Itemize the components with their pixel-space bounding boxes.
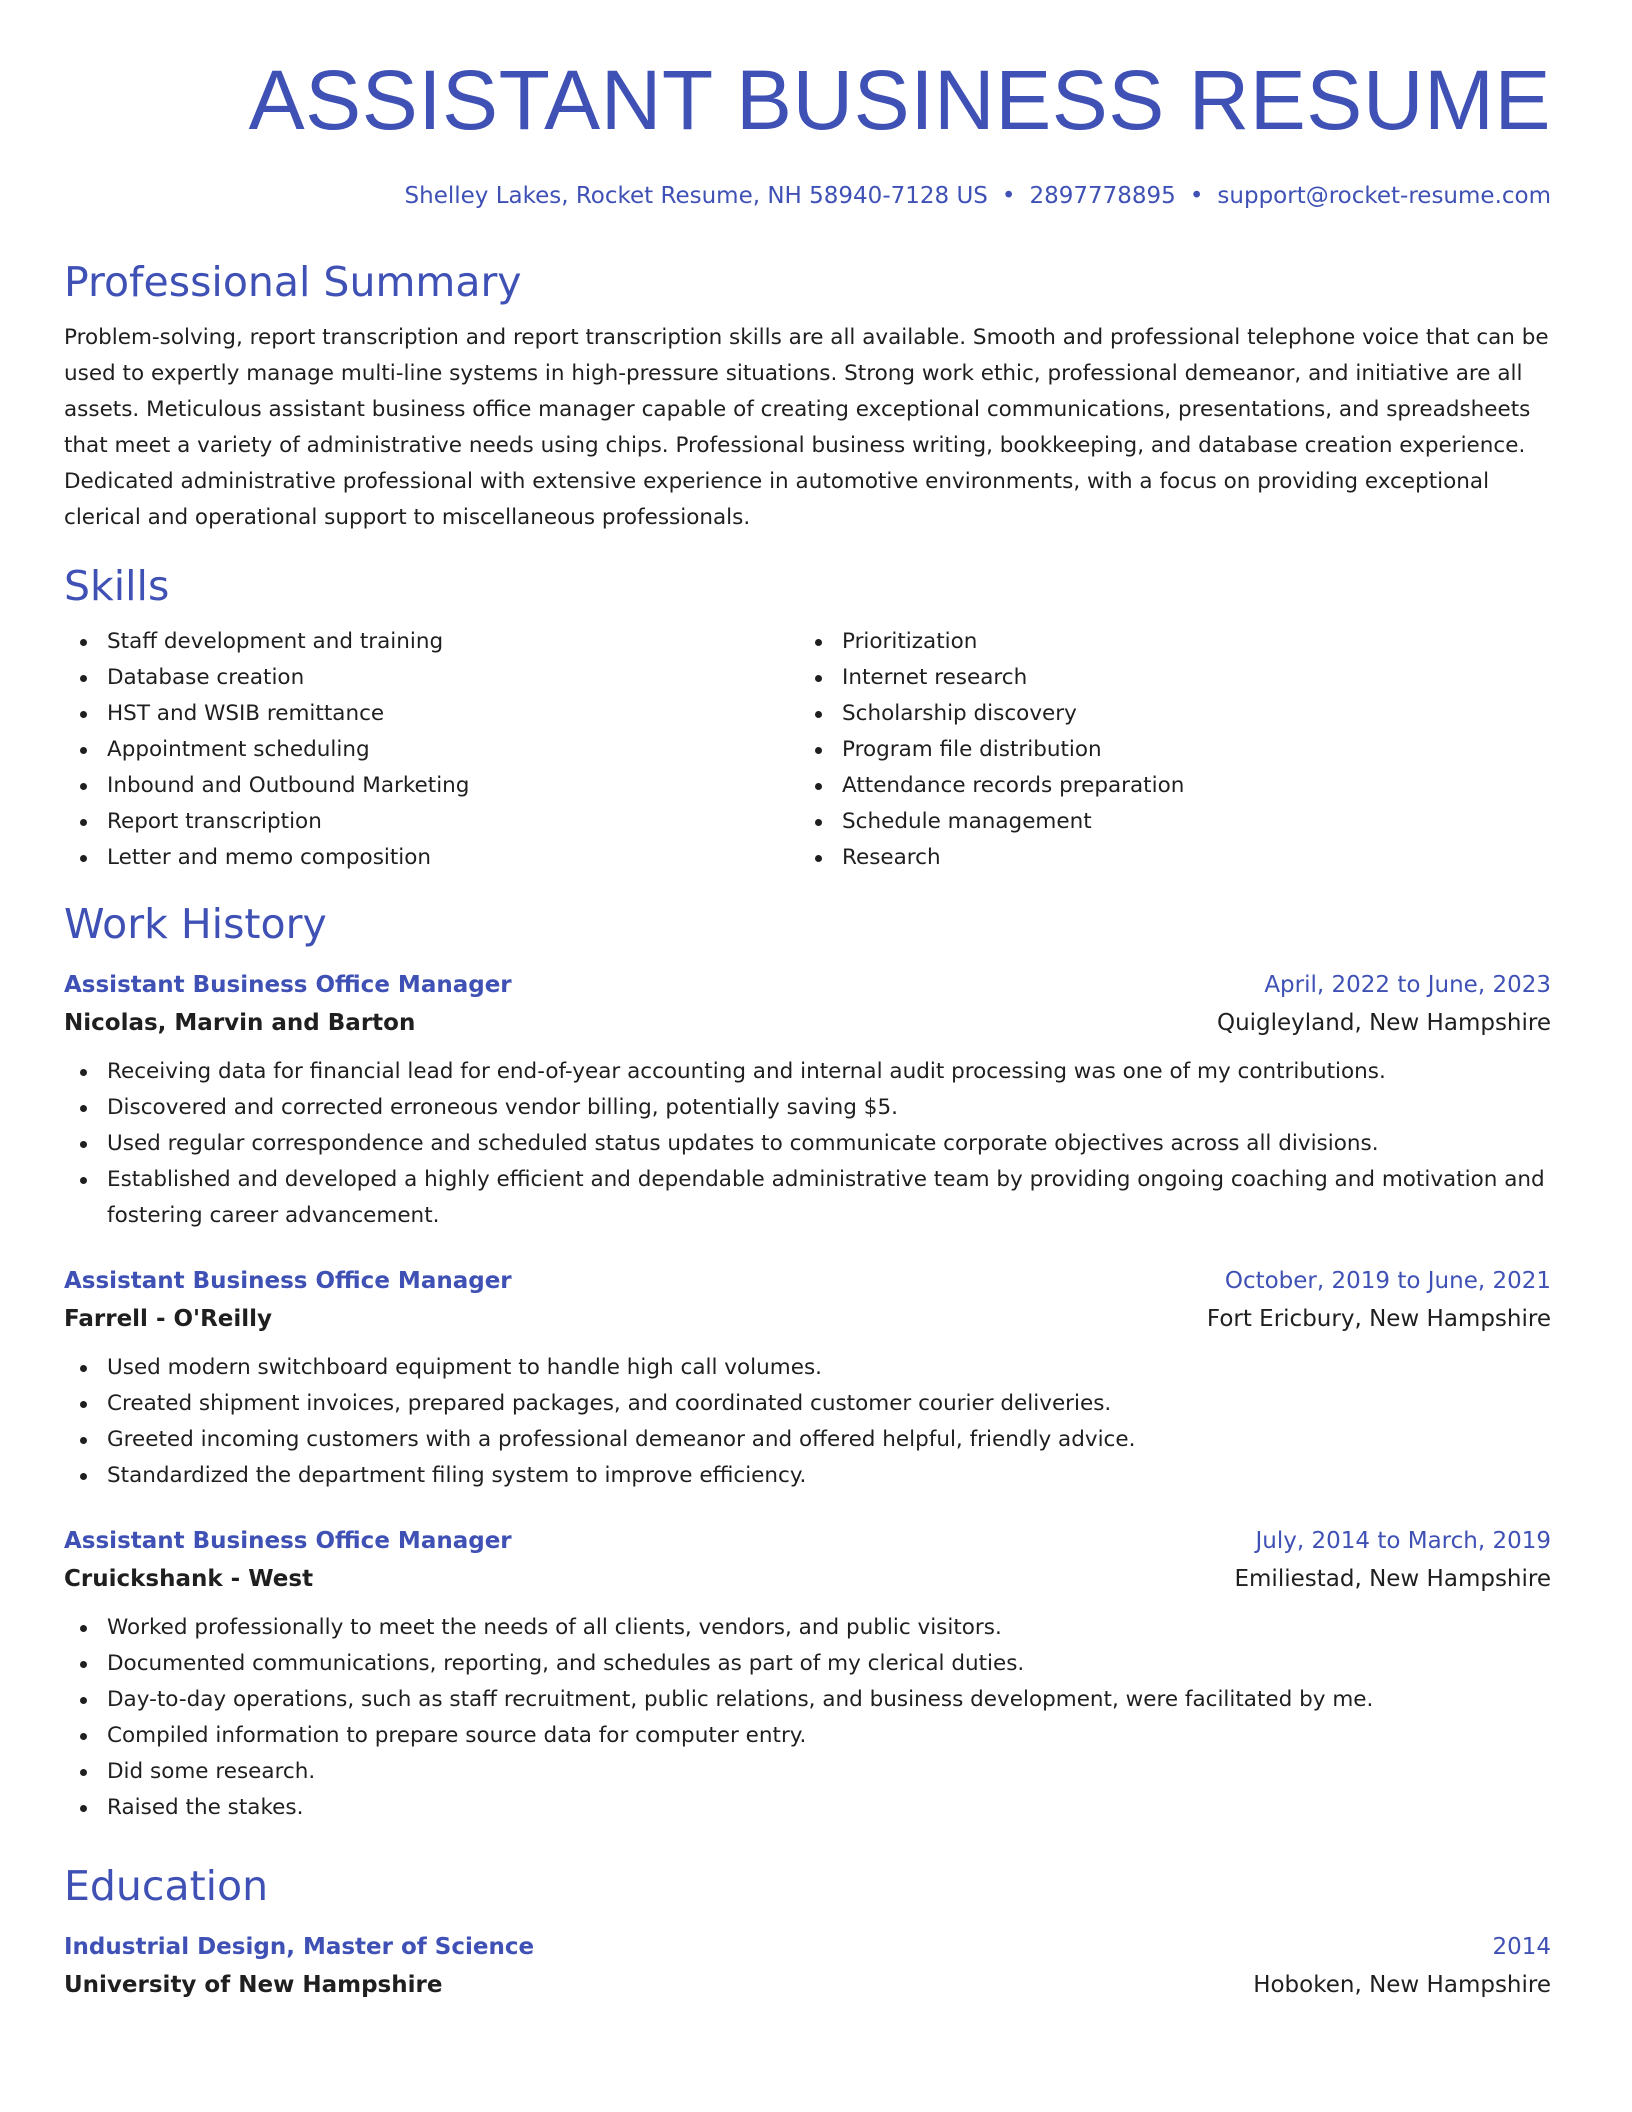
skill-item: Scholarship discovery [799,696,1534,732]
skills-column-left [64,624,799,876]
resume-page [64,0,1551,2004]
job-bullet: Receiving data for financial lead for end-of-year accounting and internal audit processing was one of my contributions. [64,1054,1551,1090]
contact-email: support@rocket-resume.com [1217,183,1551,209]
skills-list [64,624,1551,876]
job-entry [64,966,1551,1234]
education-degree: Industrial Design, Master of Science [64,1934,535,1960]
job-bullet: Worked professionally to meet the needs of all clients, vendors, and public visitors. [64,1610,1551,1646]
resume-header [64,0,1551,212]
job-bullet: Day-to-day operations, such as staff recruitment, public relations, and business development, were facilitated by me. [64,1682,1551,1718]
job-bullet: Established and developed a highly efficient and dependable administrative team by providing ongoing coaching and motivation and fostering career advancement. [64,1162,1551,1234]
job-bullet: Discovered and corrected erroneous vendor billing, potentially saving $5. [64,1090,1551,1126]
job-role: Assistant Business Office Manager [64,972,512,998]
job-dates: April, 2022 to June, 2023 [1264,972,1551,998]
job-employer: Nicolas, Marvin and Barton [64,1010,416,1036]
summary-text: Problem-solving, report transcription and report transcription skills are all available. Smooth and professional telephone voice that can be used to expertly manage multi-line systems in high-pressure situations. Strong work ethic, professional demeanor, and initiative are all assets. Meticulous assistant business office manager capable of creating exceptional communications, presentations, and spreadsheets that meet a variety of administrative needs using chips. Professional business writing, bookkeeping, and database creation experience. Dedicated administrative professional with extensive experience in automotive environments, with a focus on providing exceptional clerical and operational support to miscellaneous professionals. [64,325,1549,530]
job-bullet: Standardized the department filing system to improve efficiency. [64,1458,1551,1494]
skill-item: Database creation [64,660,799,696]
job-entry [64,1522,1551,1826]
skill-item: Inbound and Outbound Marketing [64,768,799,804]
job-role: Assistant Business Office Manager [64,1268,512,1294]
skill-item: Appointment scheduling [64,732,799,768]
skill-item: Letter and memo composition [64,840,799,876]
job-employer: Farrell - O'Reilly [64,1306,273,1332]
skill-item: HST and WSIB remittance [64,696,799,732]
work-history-heading: Work History [64,900,327,948]
education-heading: Education [64,1862,269,1910]
contact-separator: • [1001,183,1016,209]
job-entry [64,1262,1551,1494]
education-location: Hoboken, New Hampshire [1253,1972,1551,1998]
job-role: Assistant Business Office Manager [64,1528,512,1554]
job-bullet: Raised the stakes. [64,1790,1551,1826]
skills-heading: Skills [64,562,170,610]
contact-line [64,180,1551,212]
education-year: 2014 [1492,1934,1551,1960]
job-bullets [64,1054,1551,1234]
contact-separator: • [1189,183,1204,209]
job-location: Fort Ericbury, New Hampshire [1206,1306,1551,1332]
job-bullet: Documented communications, reporting, and schedules as part of my clerical duties. [64,1646,1551,1682]
education-school: University of New Hampshire [64,1972,443,1998]
skill-item: Attendance records preparation [799,768,1534,804]
job-bullet: Used modern switchboard equipment to handle high call volumes. [64,1350,1551,1386]
skill-item: Schedule management [799,804,1534,840]
job-dates: July, 2014 to March, 2019 [1255,1528,1551,1554]
skill-item: Staff development and training [64,624,799,660]
summary-heading: Professional Summary [64,258,522,306]
job-bullet: Greeted incoming customers with a professional demeanor and offered helpful, friendly advice. [64,1422,1551,1458]
job-bullet: Did some research. [64,1754,1551,1790]
resume-title: ASSISTANT BUSINESS RESUME [248,53,1551,147]
contact-address: Shelley Lakes, Rocket Resume, NH 58940-7128 US [404,183,988,209]
job-bullets [64,1350,1551,1494]
skill-item: Program file distribution [799,732,1534,768]
skill-item: Internet research [799,660,1534,696]
contact-phone: 2897778895 [1029,183,1176,209]
skill-item: Prioritization [799,624,1534,660]
job-dates: October, 2019 to June, 2021 [1224,1268,1551,1294]
job-location: Emiliestad, New Hampshire [1234,1566,1551,1592]
job-employer: Cruickshank - West [64,1566,314,1592]
job-bullet: Compiled information to prepare source data for computer entry. [64,1718,1551,1754]
skill-item: Report transcription [64,804,799,840]
skills-column-right [799,624,1534,876]
skill-item: Research [799,840,1534,876]
job-location: Quigleyland, New Hampshire [1216,1010,1551,1036]
job-bullet: Created shipment invoices, prepared packages, and coordinated customer courier deliveries. [64,1386,1551,1422]
job-bullet: Used regular correspondence and scheduled status updates to communicate corporate objectives across all divisions. [64,1126,1551,1162]
job-bullets [64,1610,1551,1826]
education-entry [64,1928,1551,2004]
